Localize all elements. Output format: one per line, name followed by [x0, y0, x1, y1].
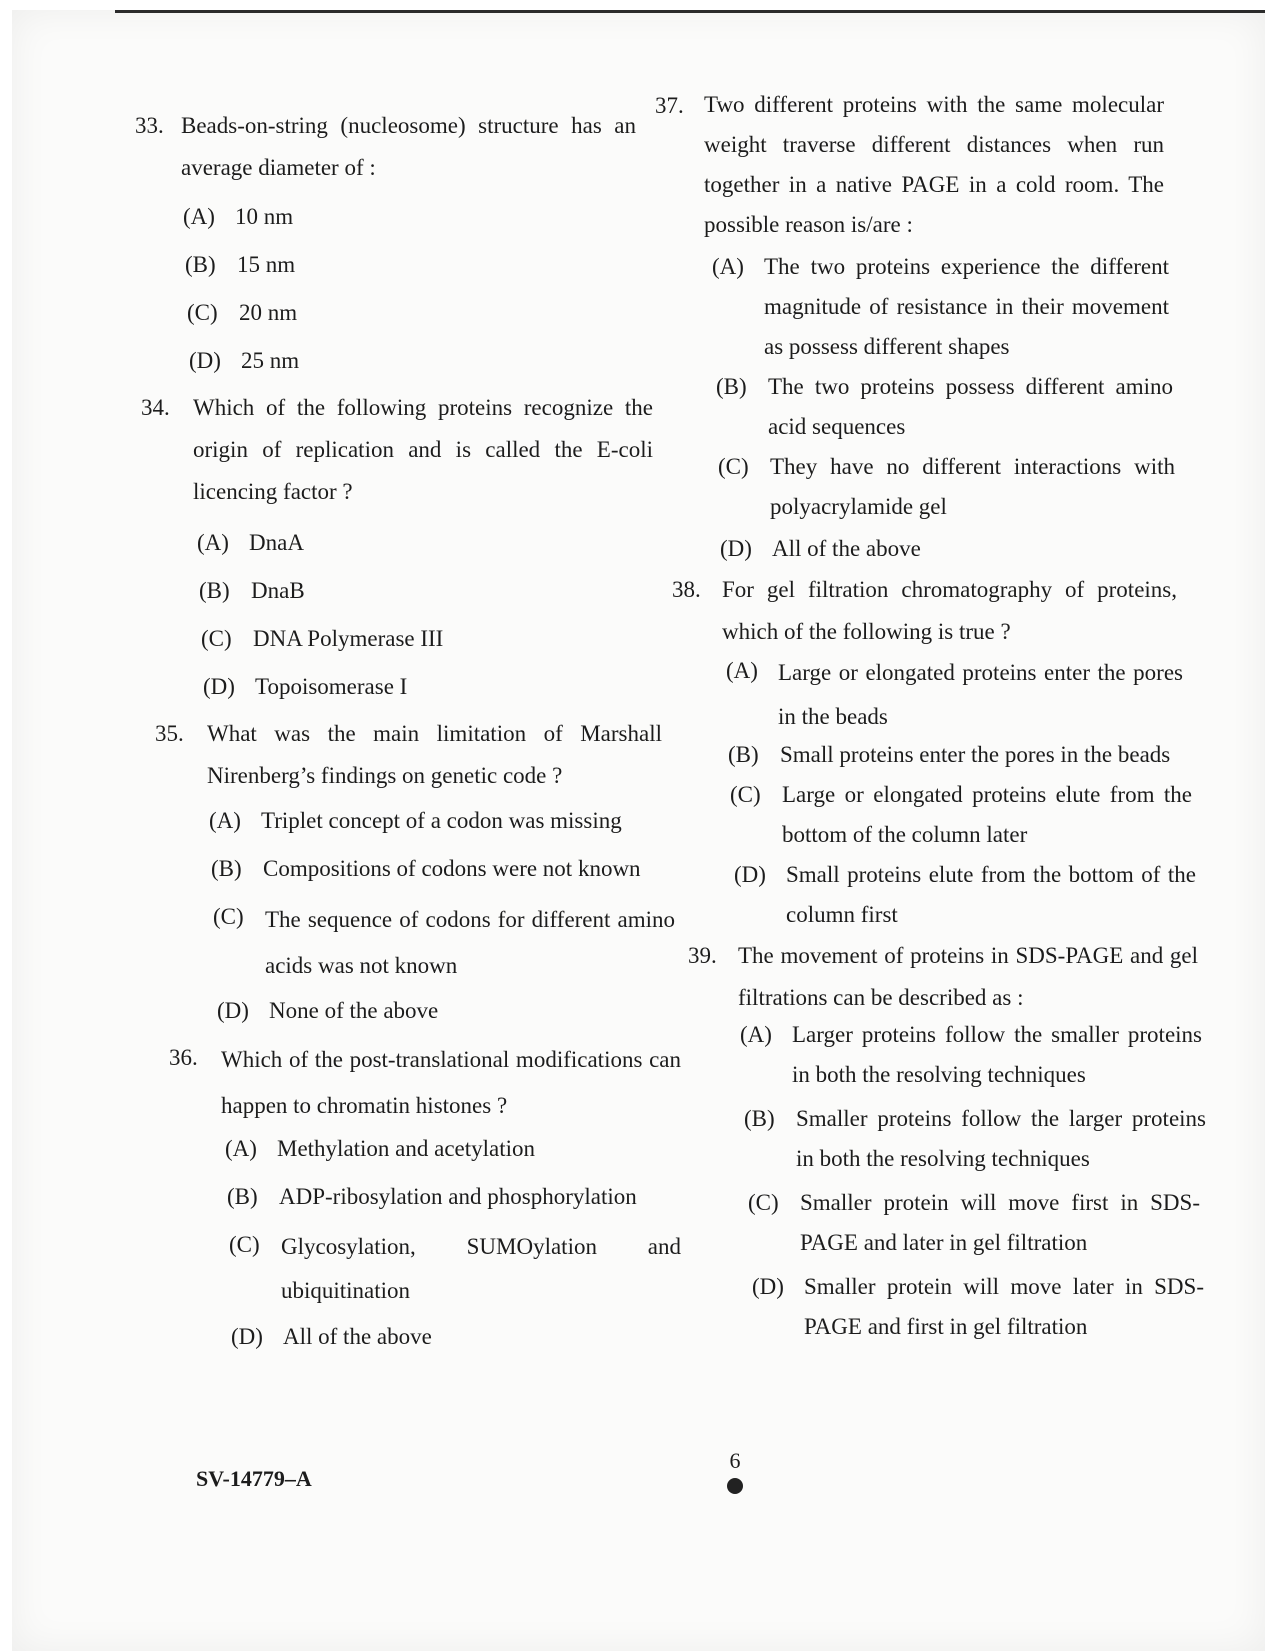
- option-text: DnaA: [249, 530, 304, 555]
- option-text: All of the above: [283, 1324, 432, 1349]
- page-marker-icon: [727, 1478, 743, 1494]
- question-number: 34.: [141, 395, 170, 420]
- option-label: (B): [199, 578, 230, 603]
- question-number: 39.: [688, 943, 717, 968]
- option-label: (D): [752, 1274, 784, 1299]
- option-label: (C): [718, 454, 749, 479]
- question-text: The movement of proteins in SDS-PAGE and gel filtrations can be described as :: [738, 943, 1198, 1010]
- question-text: For gel filtration chromatography of proteins, which of the following is true ?: [722, 577, 1177, 644]
- option-text: Small proteins enter the pores in the beads: [780, 742, 1171, 767]
- question-text: Two different proteins with the same molecular weight traverse different distances when run together in a native PAGE in a cold room. The possible reason is/are :: [704, 92, 1164, 237]
- question-text: Which of the post-translational modifications can happen to chromatin histones ?: [221, 1047, 681, 1118]
- option-text: Glycosylation, SUMOylation and ubiquitination: [281, 1234, 681, 1303]
- option-text: 15 nm: [237, 252, 296, 277]
- option-text: None of the above: [269, 998, 439, 1023]
- page-number: 6: [729, 1448, 741, 1473]
- option-label: (A): [209, 808, 241, 833]
- question-number: 35.: [155, 721, 184, 746]
- option-text: Topoisomerase I: [255, 674, 408, 699]
- option-text: Smaller proteins follow the larger proteins in both the resolving techniques: [796, 1106, 1206, 1171]
- option-label: (C): [213, 904, 244, 929]
- option-label: (D): [231, 1324, 263, 1349]
- option-text: The two proteins possess different amino acid sequences: [768, 374, 1173, 439]
- option-text: Large or elongated proteins elute from the bottom of the column later: [782, 782, 1192, 847]
- question-text: What was the main limitation of Marshall Nirenberg’s findings on genetic code ?: [207, 721, 662, 788]
- option-text: Smaller protein will move later in SDS-PAGE and first in gel filtration: [804, 1274, 1204, 1339]
- option-text: Compositions of codons were not known: [263, 856, 641, 881]
- option-label: (B): [716, 374, 747, 399]
- option-text: 10 nm: [235, 204, 294, 229]
- option-label: (D): [720, 536, 752, 561]
- option-label: (A): [740, 1022, 772, 1047]
- option-text: Large or elongated proteins enter the pores in the beads: [778, 660, 1183, 729]
- question-text: Beads-on-string (nucleosome) structure has an average diameter of :: [181, 113, 636, 180]
- option-label: (D): [189, 348, 221, 373]
- option-text: Smaller protein will move first in SDS-PAGE and later in gel filtration: [800, 1190, 1200, 1255]
- option-text: ADP-ribosylation and phosphorylation: [279, 1184, 637, 1209]
- option-label: (D): [203, 674, 235, 699]
- option-label: (D): [217, 998, 249, 1023]
- option-text: DNA Polymerase III: [253, 626, 444, 651]
- question-text: Which of the following proteins recognize the origin of replication and is called the E-coli licencing factor ?: [193, 395, 653, 504]
- option-label: (A): [712, 254, 744, 279]
- booklet-code: SV-14779–A: [196, 1466, 312, 1491]
- option-label: (B): [728, 742, 759, 767]
- option-label: (C): [201, 626, 232, 651]
- option-text: The sequence of codons for different amino acids was not known: [265, 907, 675, 978]
- top-rule: [115, 10, 1265, 13]
- option-label: (B): [227, 1184, 258, 1209]
- option-label: (B): [744, 1106, 775, 1131]
- option-text: The two proteins experience the different magnitude of resistance in their movement as possess different shapes: [764, 254, 1169, 359]
- option-label: (B): [185, 252, 216, 277]
- option-label: (A): [197, 530, 229, 555]
- option-label: (C): [229, 1232, 260, 1257]
- option-label: (C): [730, 782, 761, 807]
- option-label: (C): [187, 300, 218, 325]
- option-label: (C): [748, 1190, 779, 1215]
- option-label: (D): [734, 862, 766, 887]
- question-number: 36.: [169, 1045, 198, 1070]
- option-label: (A): [225, 1136, 257, 1161]
- option-text: Triplet concept of a codon was missing: [261, 808, 622, 833]
- option-label: (A): [726, 658, 758, 683]
- option-text: All of the above: [772, 536, 921, 561]
- option-text: Larger proteins follow the smaller proteins in both the resolving techniques: [792, 1022, 1202, 1087]
- option-text: DnaB: [251, 578, 305, 603]
- question-number: 38.: [672, 577, 701, 602]
- question-number: 33.: [135, 113, 164, 138]
- option-text: They have no different interactions with polyacrylamide gel: [770, 454, 1175, 519]
- option-text: 20 nm: [239, 300, 298, 325]
- option-text: 25 nm: [241, 348, 300, 373]
- question-number: 37.: [655, 93, 684, 118]
- option-label: (A): [183, 204, 215, 229]
- option-text: Small proteins elute from the bottom of the column first: [786, 862, 1196, 927]
- option-text: Methylation and acetylation: [277, 1136, 536, 1161]
- option-label: (B): [211, 856, 242, 881]
